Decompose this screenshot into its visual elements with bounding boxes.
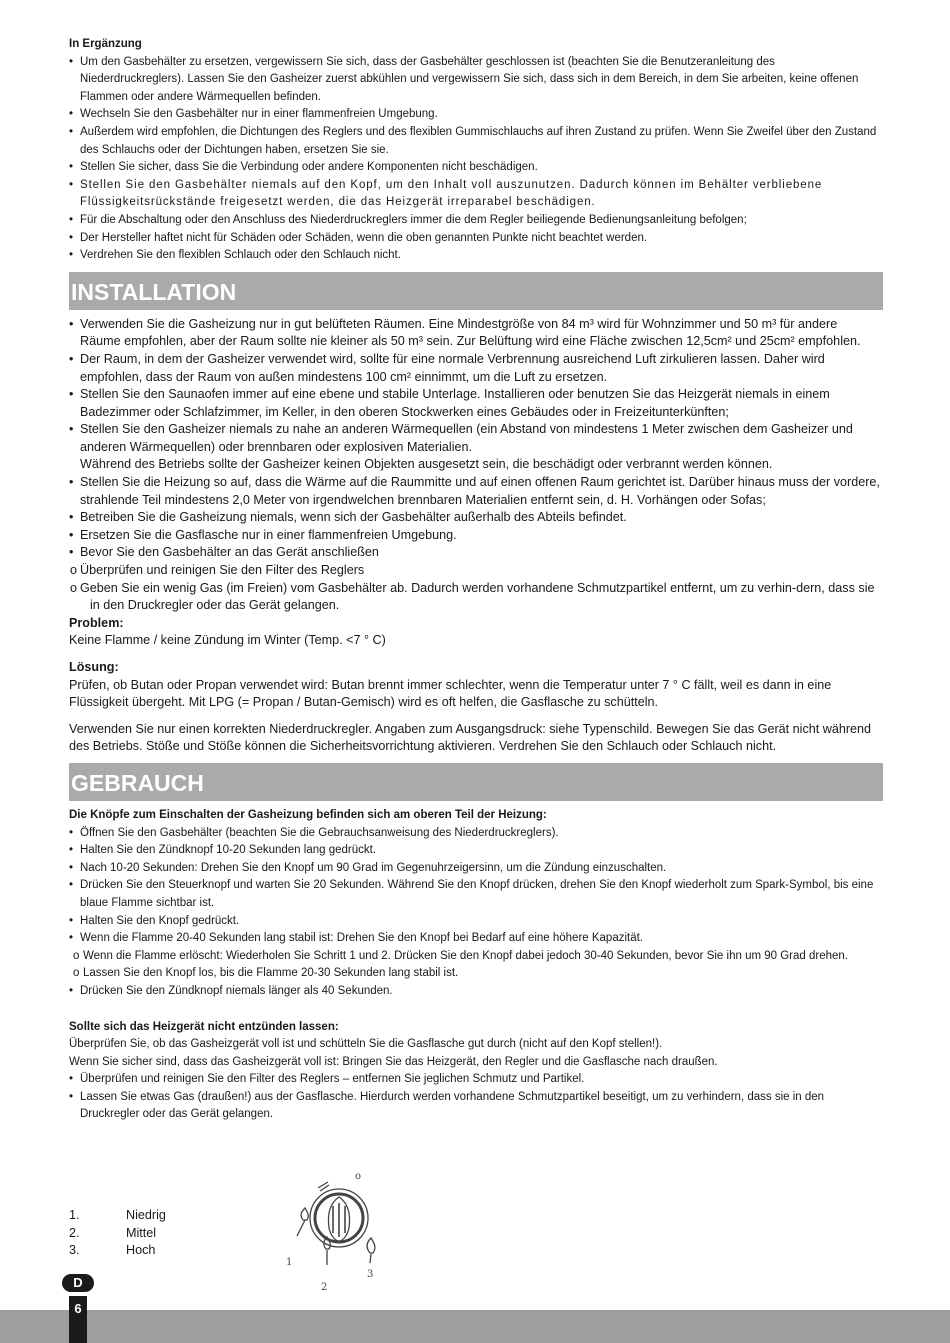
list-item: • Öffnen Sie den Gasbehälter (beachten Sie die Gebrauchsanweisung des Niederdruckreglers). xyxy=(69,825,881,843)
list-item: • Für die Abschaltung oder den Anschluss des Niederdruckreglers immer die dem Regler beiliegende Bedienungsanleitung befolgen; xyxy=(69,212,881,230)
sub-list-item: o Überprüfen und reinigen Sie den Filter des Reglers xyxy=(69,562,881,580)
supplement-heading: In Ergänzung xyxy=(69,38,142,50)
level-row xyxy=(69,1242,166,1260)
level-number: 3. xyxy=(69,1243,80,1258)
fail-heading: Sollte sich das Heizgerät nicht entzünden lassen: xyxy=(69,1020,339,1033)
level-label: Niedrig xyxy=(126,1208,166,1222)
problem-text: Keine Flamme / keine Zündung im Winter (Temp. <7 ° C) xyxy=(69,633,386,648)
large-flame-symbol xyxy=(367,1238,375,1253)
list-item: • Lassen Sie etwas Gas (draußen!) aus der Gasflasche. Hierdurch werden vorhandene Schmutzpartikel beseitigt, um zu verhindern, dass sie in den Druckregler oder das Gerät gelangen. xyxy=(69,1089,881,1124)
level-number: 1. xyxy=(69,1208,80,1222)
diagram-label-2: 2 xyxy=(321,1282,328,1293)
control-knob-diagram xyxy=(283,1173,383,1293)
level-row xyxy=(69,1207,166,1225)
page-number: 6 xyxy=(69,1296,87,1343)
list-item: • Halten Sie den Knopf gedrückt. xyxy=(69,913,881,931)
list-item: • Um den Gasbehälter zu ersetzen, vergewissern Sie sich, dass der Gasbehälter geschlossen ist (beachten Sie die Benutzeranleitung des Niederdruckreglers). Lassen Sie den Gasheizer zuerst abkühlen und vergewissern Sie sich, dass sich in dem Bereich, in dem Sie arbeiten, keine offenen Flammen oder andere Wärmequellen befinden. xyxy=(69,54,881,107)
list-item: • Der Hersteller haftet nicht für Schäden oder Schäden, wenn die oben genannten Punkte nicht beachtet werden. xyxy=(69,230,881,248)
leader-line-3 xyxy=(370,1254,371,1263)
level-label: Mittel xyxy=(126,1225,157,1240)
list-item-continuation: Während des Betriebs sollte der Gasheizer keinen Objekten ausgesetzt sein, die beschädigt oder verbrannt werden können. xyxy=(80,457,773,472)
level-number: 2. xyxy=(69,1225,80,1240)
list-item: • Außerdem wird empfohlen, die Dichtungen des Reglers und des flexiblen Gummischlauchs auf ihren Zustand zu prüfen. Wenn Sie Zweifel über den Zustand des Schlauchs oder der Dichtungen haben, ersetzen Sie sie. xyxy=(69,124,881,159)
usage-intro: Die Knöpfe zum Einschalten der Gasheizung befinden sich am oberen Teil der Heizung: xyxy=(69,808,547,821)
solution-text: Prüfen, ob Butan oder Propan verwendet wird: Butan brennt immer schlechter, wenn die Temperatur unter 7 ° C fällt, weil es dann in eine Flüssigkeit übergeht. Mit LPG (= Propan / Butan-Gemisch) wird es oft helfen, die Gasflasche zu schütteln. xyxy=(69,677,832,710)
page-content xyxy=(69,36,881,1124)
sub-list-item: o Lassen Sie den Knopf los, bis die Flamme 20-30 Sekunden lang stabil ist. xyxy=(69,965,881,983)
fail-line: Wenn Sie sicher sind, dass das Gasheizgerät voll ist: Bringen Sie das Heizgerät, den Regler und die Gasflasche nach draußen. xyxy=(69,1055,718,1068)
ignition-marks xyxy=(318,1182,329,1191)
language-badge: D xyxy=(62,1274,94,1292)
regulator-text: Verwenden Sie nur einen korrekten Niederdruckregler. Angaben zum Ausgangsdruck: siehe Typenschild. Bewegen Sie das Gerät nicht während des Betriebs. Stöße und Stöße können die Sicherheitsvorrichtung aktivieren. Verdrehen Sie den Schlauch oder Schlauch nicht. xyxy=(69,721,872,754)
list-item: • Halten Sie den Zündknopf 10-20 Sekunden lang gedrückt. xyxy=(69,842,881,860)
list-item: • Wechseln Sie den Gasbehälter nur in einer flammenfreien Umgebung. xyxy=(69,106,881,124)
section-title-gebrauch: GEBRAUCH xyxy=(69,763,883,801)
list-item: • Wenn die Flamme 20-40 Sekunden lang stabil ist: Drehen Sie den Knopf bei Bedarf auf eine höhere Kapazität. xyxy=(69,930,881,948)
list-item: • Ersetzen Sie die Gasflasche nur in einer flammenfreien Umgebung. xyxy=(69,527,881,545)
list-item: • Stellen Sie den Gasheizer niemals zu nahe an anderen Wärmequellen (ein Abstand von mindestens 1 Meter zwischen dem Gasheizer und anderen Wärmequellen) oder brennbaren oder explosiven Materialien. xyxy=(69,421,881,456)
sub-list-item: o Wenn die Flamme erlöscht: Wiederholen Sie Schritt 1 und 2. Drücken Sie den Knopf dabei jedoch 30-40 Sekunden, bevor Sie ihn um 90 Grad drehen. xyxy=(69,948,881,966)
footer-bar xyxy=(0,1310,950,1343)
level-row xyxy=(69,1225,166,1243)
list-item: • Verwenden Sie die Gasheizung nur in gut belüfteten Räumen. Eine Mindestgröße von 84 m³ wird für Wohnzimmer und 50 m³ für andere Räume empfohlen, aber der Raum sollte nie kleiner als 50 m³ sein. Zur Belüftung wird eine Fläche zwischen 12,5cm² und 25cm² empfohlen. xyxy=(69,316,881,351)
diagram-top-mark: o xyxy=(355,1173,362,1182)
leader-line-1 xyxy=(297,1220,305,1236)
list-item: • Bevor Sie den Gasbehälter an das Gerät anschließen xyxy=(69,544,881,562)
problem-label: Problem: xyxy=(69,615,124,630)
list-item: • Nach 10-20 Sekunden: Drehen Sie den Knopf um 90 Grad im Gegenuhrzeigersinn, um die Zündung einzuschalten. xyxy=(69,860,881,878)
solution-label: Lösung: xyxy=(69,660,119,674)
list-item: • Der Raum, in dem der Gasheizer verwendet wird, sollte für eine normale Verbrennung ausreichend Luft zirkulieren lassen. Daher wird empfohlen, dass der Raum von außen mindestens 100 cm² einnimmt, um die Luft zu ersetzen. xyxy=(69,351,881,386)
spark-symbol xyxy=(301,1208,308,1220)
diagram-label-3: 3 xyxy=(367,1269,374,1280)
list-item: • Drücken Sie den Steuerknopf und warten Sie 20 Sekunden. Während Sie den Knopf drücken, drehen Sie den Knopf wiederholt zum Spark-Symbol, bis eine blaue Flamme sichtbar ist. xyxy=(69,877,881,912)
list-item: • Betreiben Sie die Gasheizung niemals, wenn sich der Gasbehälter außerhalb des Abteils befindet. xyxy=(69,509,881,527)
knob-grip-ridges xyxy=(333,1203,345,1237)
sub-list-item: o Geben Sie ein wenig Gas (im Freien) vom Gasbehälter ab. Dadurch werden vorhandene Schmutzpartikel entfernt, um zu verhin-dern, dass sie in den Druckregler oder das Gerät gelangen. xyxy=(69,580,881,615)
list-item: • Stellen Sie die Heizung so auf, dass die Wärme auf die Raummitte und auf einen offenen Raum gerichtet ist. Darüber hinaus muss der vordere, strahlende Teil mindestens 2,0 Meter von irgendwelchen brennbaren Materialien entfernt sein, d. H. Vorhängen oder Sofas; xyxy=(69,474,881,509)
power-levels-list xyxy=(69,1207,166,1260)
fail-line: Überprüfen Sie, ob das Gasheizgerät voll ist und schütteln Sie die Gasflasche gut durch (nicht auf den Kopf stellen!). xyxy=(69,1038,663,1051)
list-item: • Stellen Sie sicher, dass Sie die Verbindung oder andere Komponenten nicht beschädigen. xyxy=(69,159,881,177)
list-item: • Stellen Sie den Gasbehälter niemals auf den Kopf, um den Inhalt voll auszunutzen. Dadurch können im Behälter verbliebene Flüssigkeitsrückstände freigesetzt werden, die das Heizgerät irreparabel beschädigen. xyxy=(69,177,881,212)
diagram-label-1: 1 xyxy=(286,1257,293,1268)
list-item: • Stellen Sie den Saunaofen immer auf eine ebene und stabile Unterlage. Installieren oder benutzen Sie das Heizgerät niemals in einem Badezimmer oder Schlafzimmer, im Keller, in den oberen Stockwerken eines Gebäudes oder in Freizeitunterkünften; xyxy=(69,386,881,421)
list-item: • Drücken Sie den Zündknopf niemals länger als 40 Sekunden. xyxy=(69,983,881,1001)
level-label: Hoch xyxy=(126,1243,156,1258)
list-item: • Überprüfen und reinigen Sie den Filter des Reglers – entfernen Sie jeglichen Schmutz und Partikel. xyxy=(69,1071,881,1089)
list-item: • Verdrehen Sie den flexiblen Schlauch oder den Schlauch nicht. xyxy=(69,247,881,265)
section-title-installation: INSTALLATION xyxy=(69,272,883,310)
